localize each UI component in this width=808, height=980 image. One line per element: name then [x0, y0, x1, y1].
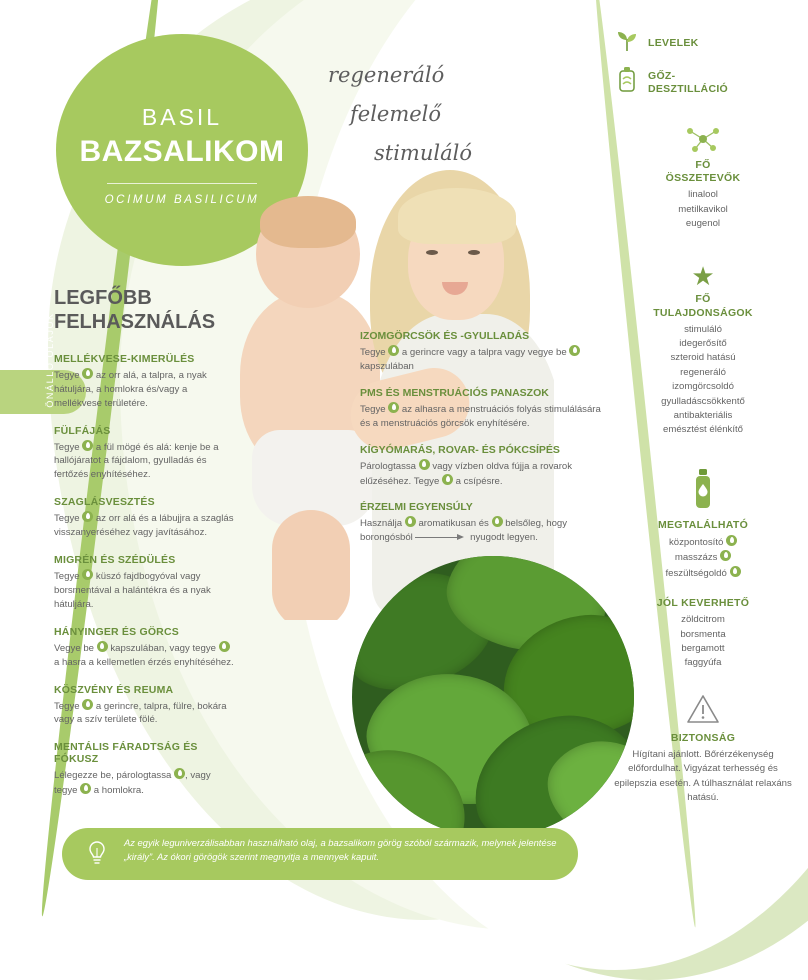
- lightbulb-icon: [86, 840, 108, 868]
- key-properties-group: [614, 263, 792, 437]
- fun-fact-banner: [62, 828, 578, 880]
- warning-icon: [686, 693, 720, 730]
- emotional-balance-text-part1: Használja aromatikusan és belsőleg, hogy: [360, 518, 568, 530]
- primary-uses-heading: [54, 286, 234, 335]
- use-item-title: IZOMGÖRCSÖK ÉS -GYULLADÁS: [360, 330, 530, 342]
- oil-drop-icon: [388, 402, 399, 413]
- main-components-list: [614, 188, 792, 231]
- main-components-heading: [614, 159, 792, 185]
- use-item: [54, 626, 234, 670]
- plant-part-row: [614, 28, 792, 59]
- use-item-text: Tegye küszó fajdbogyóval vagy borsmentával a halántékra és a nyak hátuljára.: [54, 571, 211, 610]
- use-item: [54, 741, 234, 798]
- blends-with-item: borsmenta: [680, 628, 726, 640]
- fun-fact-text: Az egyik leguniverzálisabban használható olaj, a bazsalikom görög szóból származik, melynek jelentése „király”. Az ókori görögök szerint megnyitja a mennyek kapuit.: [124, 837, 557, 863]
- use-item-title: PMS ÉS MENSTRUÁCIÓS PANASZOK: [360, 386, 549, 399]
- still-icon: [614, 65, 640, 100]
- blends-with-group: [614, 597, 792, 671]
- oil-drop-icon: [492, 516, 503, 527]
- oil-drop-icon: [82, 368, 93, 379]
- oil-drop-icon: [730, 566, 741, 577]
- use-item-text: Párologtassa vagy vízben oldva fújja a rovarok elűzéséhez. Tegye a csípésre.: [360, 460, 573, 487]
- main-component-item: metilkavikol: [678, 203, 728, 215]
- use-item-text: Tegye az orr alá, a talpra, a nyak hátuljára, a homlokra és/vagy a mellékvese területére.: [54, 369, 207, 409]
- distillation-label-line2: DESZTILLÁCIÓ: [648, 82, 729, 95]
- use-item-text: Tegye a gerincre, talpra, fülre, bokára vagy a szív területe fölé.: [54, 700, 227, 726]
- bottle-icon: [693, 468, 713, 515]
- use-item-title: KÍGYÓMARÁS, ROVAR- ÉS PÓKCSÍPÉS: [360, 443, 560, 456]
- use-item-title: FÜLFÁJÁS: [54, 424, 111, 437]
- use-item-text: Tegye a gerincre vagy a talpra vagy vegye be kapszulában: [360, 345, 608, 374]
- use-item-title: MELLÉKVESE-KIMERÜLÉS: [54, 352, 195, 365]
- oil-drop-icon: [569, 345, 580, 356]
- arrow-icon: [415, 534, 467, 541]
- key-properties-heading-line1: FŐ: [695, 293, 711, 306]
- main-component-item: eugenol: [685, 218, 721, 230]
- oil-drop-icon: [174, 768, 185, 779]
- key-property-item: gyulladáscsökkentő: [661, 395, 745, 407]
- use-item: [54, 554, 234, 612]
- use-item-title: MIGRÉN ÉS SZÉDÜLÉS: [54, 554, 176, 567]
- oil-drop-icon: [388, 345, 399, 356]
- distillation-label: [648, 70, 728, 95]
- woman-eye-left: [426, 250, 438, 255]
- main-components-heading-line2: ÖSSZETEVŐK: [665, 172, 741, 185]
- primary-uses-column: [54, 286, 234, 812]
- use-item: [360, 330, 608, 374]
- photo-basil-leaves: [352, 556, 634, 838]
- found-in-item: központosító: [614, 535, 792, 550]
- blends-with-item: zöldcitrom: [681, 614, 725, 626]
- star-icon: ★: [691, 261, 715, 292]
- use-item-text: Lélegezze be, párologtassa , vagy tegye a homlokra.: [54, 770, 211, 797]
- molecule-icon: [683, 124, 723, 159]
- safety-group: [614, 693, 792, 806]
- oil-drop-icon: [82, 569, 93, 580]
- use-item: [54, 425, 234, 483]
- use-item-title: MENTÁLIS FÁRADTSÁG ÉS FÓKUSZ: [54, 741, 198, 766]
- found-in-list: [614, 535, 792, 581]
- oil-drop-icon: [720, 550, 731, 561]
- oil-drop-icon: [219, 641, 230, 652]
- primary-uses-heading-line2: FELHASZNÁLÁS: [54, 311, 216, 334]
- distillation-row: [614, 65, 792, 100]
- emotional-balance-text-part3: nyugodt legyen.: [470, 532, 538, 544]
- oil-drop-icon: [726, 535, 737, 546]
- oil-drop-icon: [82, 699, 93, 710]
- properties-column: [614, 28, 792, 821]
- safety-heading: BIZTONSÁG: [670, 731, 736, 744]
- title-hungarian: BAZSALIKOM: [79, 135, 285, 168]
- found-in-item: feszültségoldó: [614, 566, 792, 581]
- use-item-text: Tegye az alhasra a menstruációs folyás stimulálására és a menstruációs görcsök enyhítésére.: [360, 403, 601, 429]
- use-item-text: Tegye a fül mögé és alá: kenje be a hallójáratot a fájdalom, gyulladás és fertőzés enyhítéséhez.: [54, 441, 219, 481]
- key-property-item: antibakteriális: [673, 410, 733, 422]
- use-item-title: ÉRZELMI EGYENSÚLY: [360, 501, 473, 514]
- found-in-group: [614, 468, 792, 581]
- title-latin-name: OCIMUM BASILICUM: [104, 194, 260, 206]
- oil-drop-icon: [82, 440, 93, 451]
- key-properties-heading: [614, 293, 792, 319]
- use-item-title: HÁNYINGER ÉS GÖRCS: [54, 625, 179, 638]
- main-components-heading-line1: FŐ: [695, 159, 711, 171]
- use-item: [54, 684, 234, 728]
- main-components-group: [614, 124, 792, 231]
- oil-drop-icon: [405, 516, 416, 527]
- use-item-text: Vegye be kapszulában, vagy tegye a hasra a kellemetlen érzés enyhítéséhez.: [54, 642, 234, 668]
- woman-eye-right: [468, 250, 480, 255]
- emotional-balance-text-part2: borongósból: [360, 532, 413, 544]
- woman-hair-front: [398, 188, 516, 244]
- use-item-title: SZAGLÁSVESZTÉS: [54, 496, 155, 509]
- script-keyword-1: regeneráló: [328, 63, 445, 87]
- oil-drop-icon: [97, 641, 108, 652]
- oil-drop-icon: [80, 783, 91, 794]
- blends-with-item: bergamott: [681, 643, 725, 654]
- found-in-heading: MEGTALÁLHATÓ: [657, 518, 749, 531]
- baby-hair: [260, 196, 356, 248]
- key-properties-list: [614, 323, 792, 438]
- blends-with-item: faggyúfa: [684, 657, 722, 669]
- blends-with-heading: JÓL KEVERHETŐ: [656, 597, 750, 610]
- script-keyword-2: felemelő: [350, 101, 442, 126]
- key-properties-heading-line2: TULAJDONSÁGOK: [653, 306, 753, 319]
- oil-drop-icon: [442, 474, 453, 485]
- key-property-item: idegerősítő: [679, 338, 727, 350]
- key-property-item: emésztést élénkítő: [663, 424, 743, 436]
- title-english: BASIL: [141, 104, 223, 130]
- key-property-item: izomgörcsoldó: [672, 381, 734, 393]
- main-component-item: linalool: [688, 189, 718, 201]
- use-item-text: Tegye az orr alá és a lábujjra a szaglás visszanyeréséhez vagy javításához.: [54, 513, 234, 539]
- use-item: [54, 496, 234, 540]
- oil-drop-icon: [82, 511, 93, 522]
- use-item: [54, 353, 234, 411]
- use-item-text: [360, 516, 608, 545]
- use-item: [360, 444, 608, 489]
- plant-part-label: LEVELEK: [648, 37, 699, 50]
- leaves-icon: [614, 28, 640, 59]
- script-keywords: [328, 56, 472, 173]
- use-item-title: KÖSZVÉNY ÉS REUMA: [54, 683, 174, 696]
- blends-with-list: [614, 613, 792, 671]
- distillation-label-line1: GŐZ-: [648, 69, 676, 82]
- safety-text: Hígítani ajánlott. Bőrérzékenység előfordulhat. Vigyázat terhesség és epilepszia esetén. A túlhasználat relaxáns hatású.: [614, 748, 792, 804]
- key-property-item: szteroid hatású: [670, 352, 736, 364]
- use-item: [360, 387, 608, 431]
- primary-uses-heading-line1: LEGFŐBB: [54, 287, 152, 309]
- oil-drop-icon: [419, 459, 430, 470]
- key-property-item: stimuláló: [684, 323, 722, 335]
- key-property-item: regeneráló: [680, 366, 726, 378]
- secondary-uses-column: [360, 330, 608, 558]
- side-tab-label: ÖNÁLLÓ OLAJOK: [45, 312, 55, 408]
- use-item: [360, 501, 608, 545]
- script-keyword-3: stimuláló: [374, 140, 472, 165]
- baby-leg: [272, 510, 350, 620]
- found-in-item: masszázs: [614, 550, 792, 565]
